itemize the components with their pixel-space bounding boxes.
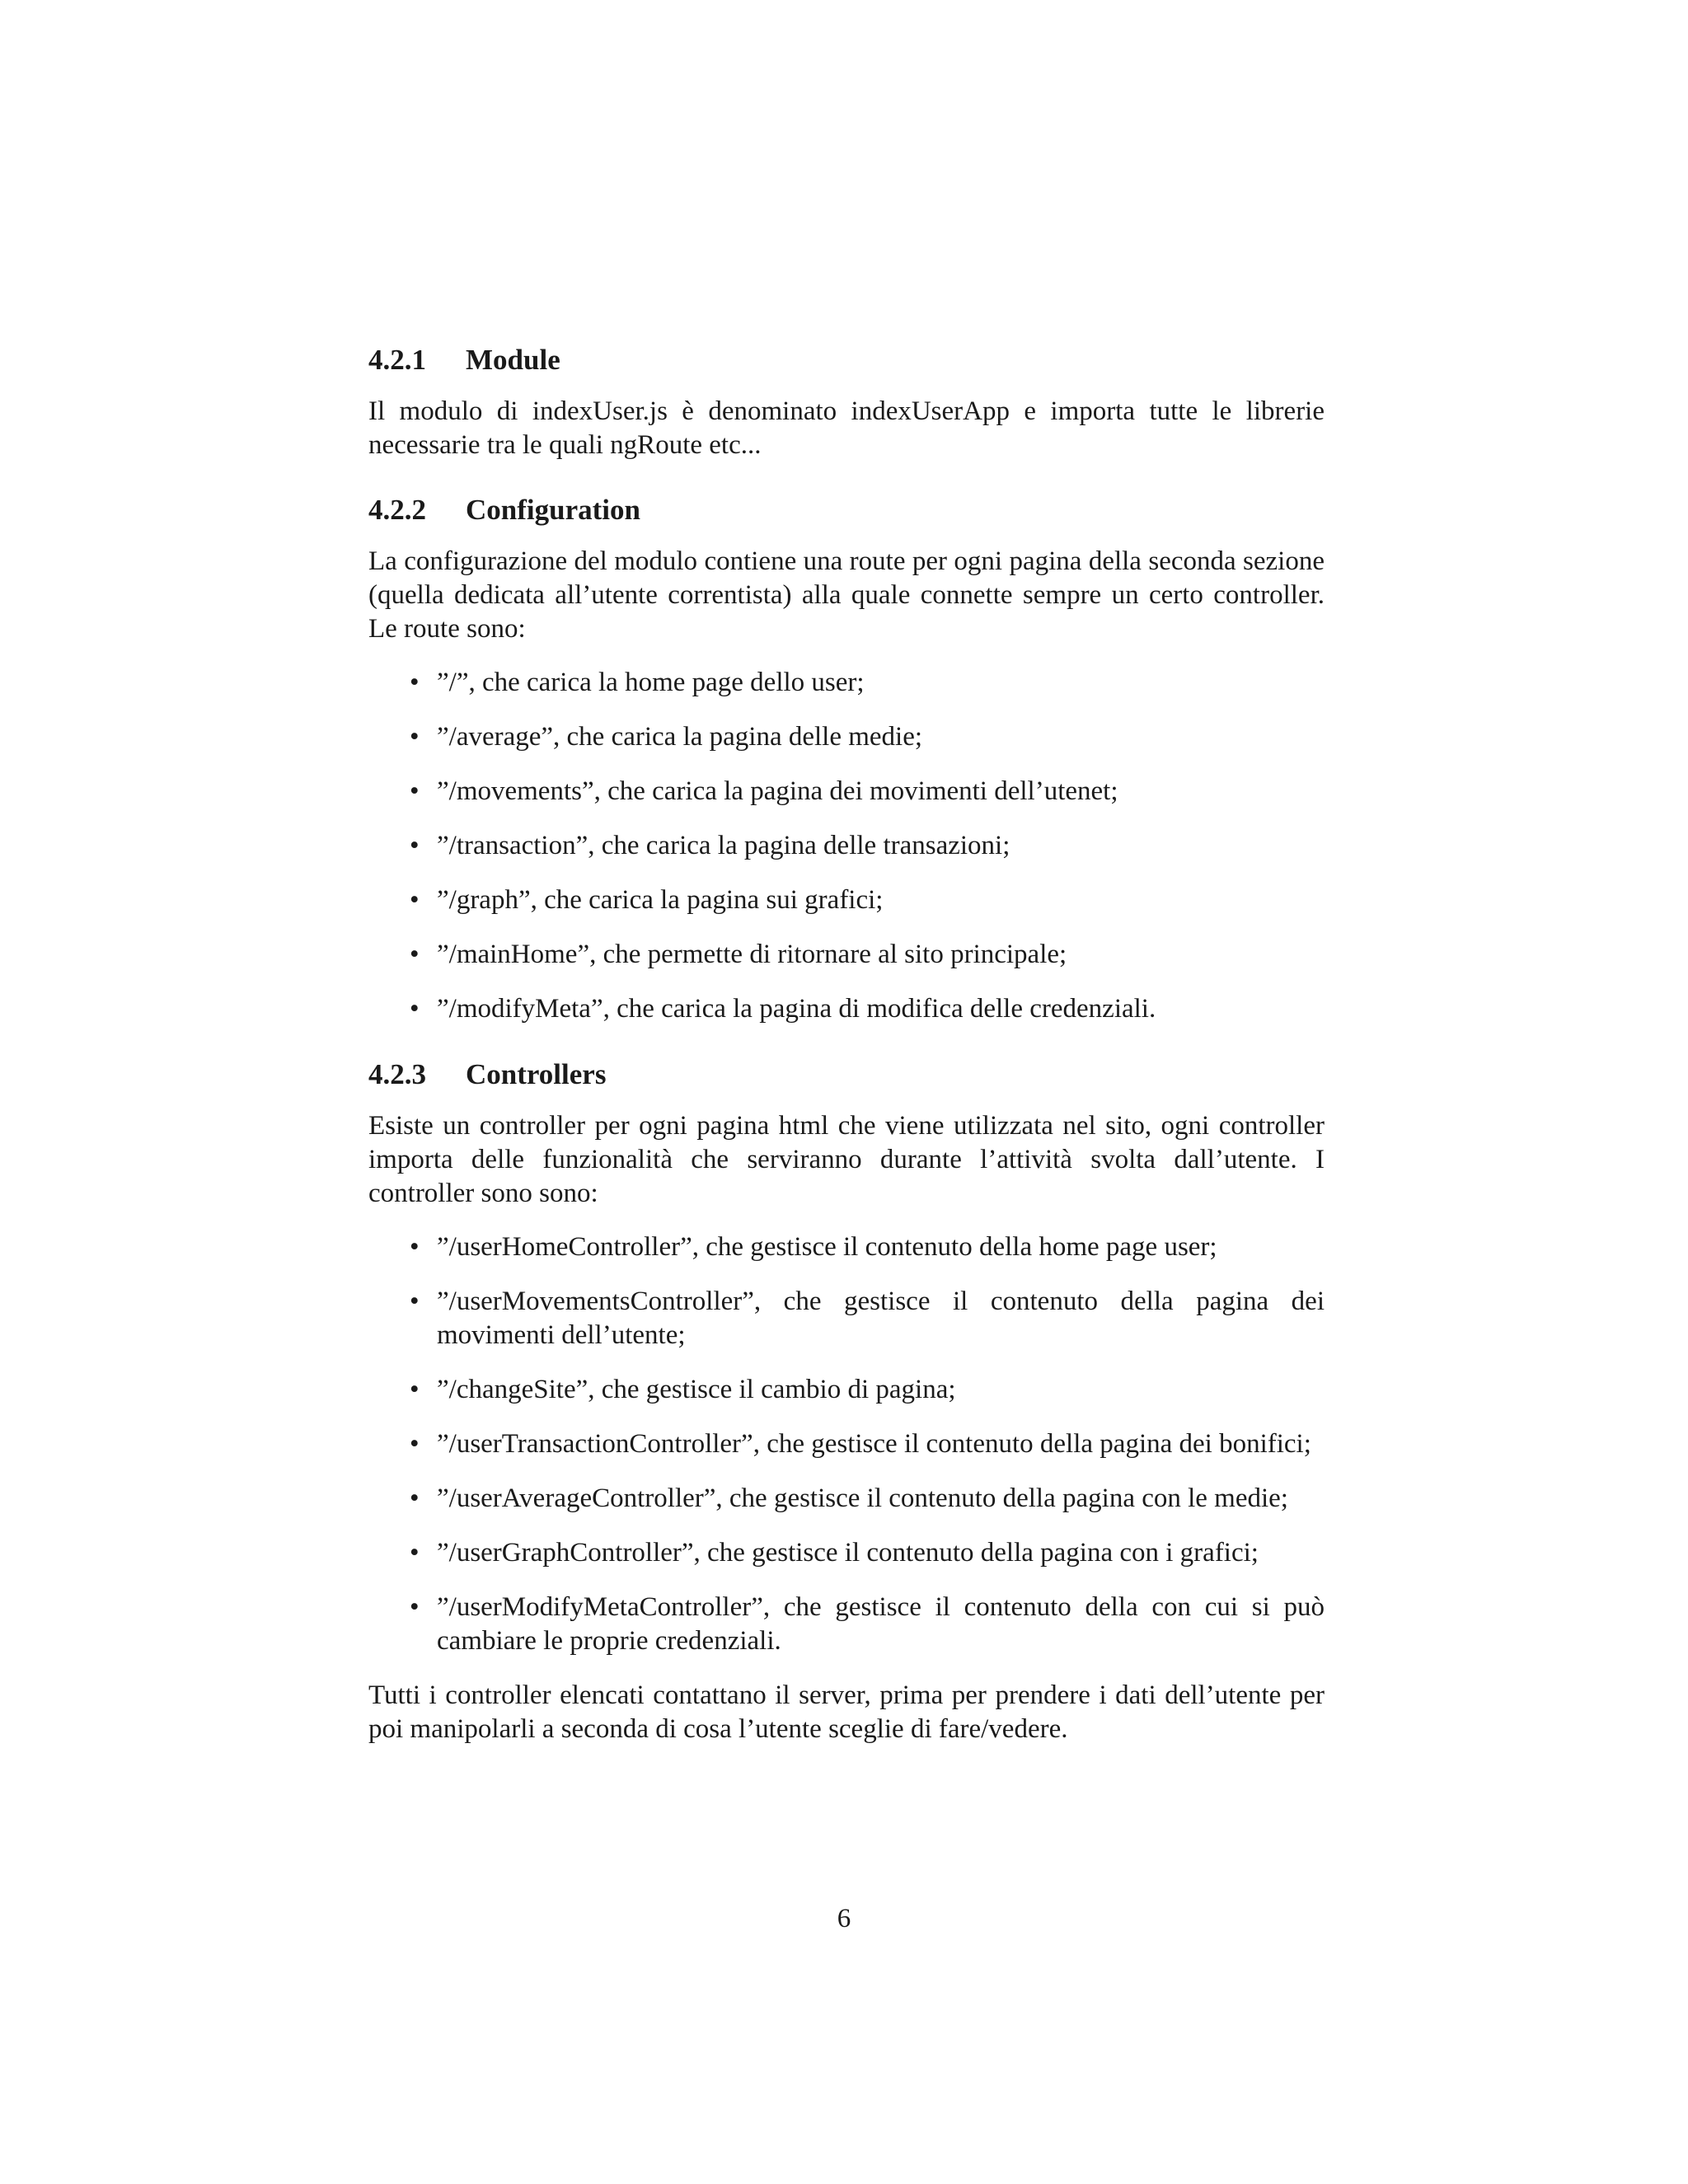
closing-paragraph: Tutti i controller elencati contattano il server, prima per prendere i dati dell’utente per poi manipolarli a seconda di cosa l’utente sceglie di fare/vedere.: [368, 1680, 1325, 1744]
bullet-icon: •: [410, 885, 420, 915]
list-item-text: ”/modifyMeta”, che carica la pagina di modifica delle credenziali.: [437, 994, 1156, 1024]
list-item-text: ”/graph”, che carica la pagina sui grafici;: [437, 885, 884, 915]
bullet-icon: •: [410, 831, 420, 860]
section-spacer: [368, 1047, 1325, 1057]
list-item: [368, 666, 1325, 700]
controller-list: [368, 1230, 1325, 1658]
page-content: [368, 342, 1325, 1746]
list-item-text: ”/userTransactionController”, che gestisce il contenuto della pagina dei bonifici;: [437, 1429, 1311, 1459]
list-item-text: ”/”, che carica la home page dello user;: [437, 668, 865, 697]
list-item-text: ”/transaction”, che carica la pagina delle transazioni;: [437, 831, 1010, 860]
section-spacer: [368, 462, 1325, 492]
bullet-icon: •: [410, 940, 420, 969]
bullet-icon: •: [410, 1232, 420, 1262]
section-paragraph: La configurazione del modulo contiene una route per ogni pagina della seconda sezione (quella dedicata all’utente correntista) alla quale connette sempre un certo controller. Le route sono:: [368, 546, 1325, 644]
list-item: [368, 992, 1325, 1026]
bullet-icon: •: [410, 994, 420, 1024]
section-heading: [368, 1057, 1325, 1093]
section-title: Module: [466, 344, 560, 376]
bullet-icon: •: [410, 668, 420, 697]
bullet-icon: •: [410, 1483, 420, 1513]
bullet-icon: •: [410, 776, 420, 806]
section-controllers: [368, 1057, 1325, 1658]
list-item-text: ”/userGraphController”, che gestisce il contenuto della pagina con i grafici;: [437, 1538, 1259, 1568]
section-paragraph: Il modulo di indexUser.js è denominato indexUserApp e importa tutte le librerie necessarie tra le quali ngRoute etc...: [368, 396, 1325, 460]
section-title: Controllers: [466, 1058, 607, 1090]
section-title: Configuration: [466, 494, 640, 526]
route-list: [368, 666, 1325, 1026]
section-configuration: [368, 492, 1325, 1026]
section-number: 4.2.1: [368, 344, 426, 376]
bullet-icon: •: [410, 722, 420, 752]
section-number: 4.2.3: [368, 1058, 426, 1090]
section-module: [368, 342, 1325, 462]
bullet-icon: •: [410, 1375, 420, 1404]
list-item-text: ”/average”, che carica la pagina delle medie;: [437, 722, 923, 752]
list-item: [368, 1230, 1325, 1264]
list-item: [368, 938, 1325, 972]
list-item: [368, 829, 1325, 863]
list-item: [368, 1536, 1325, 1570]
list-item: [368, 1591, 1325, 1658]
section-heading: [368, 492, 1325, 528]
list-item-text: ”/userMovementsController”, che gestisce il contenuto della pagina dei movimenti dell’utente;: [437, 1286, 1325, 1350]
list-item: [368, 720, 1325, 754]
section-paragraph: Esiste un controller per ogni pagina html che viene utilizzata nel sito, ogni controller importa delle funzionalità che serviranno durante l’attività svolta dall’utente. I controller sono sono:: [368, 1111, 1325, 1208]
list-item: [368, 883, 1325, 917]
list-item-text: ”/movements”, che carica la pagina dei movimenti dell’utenet;: [437, 776, 1118, 806]
bullet-icon: •: [410, 1286, 420, 1316]
list-item: [368, 775, 1325, 808]
section-number: 4.2.2: [368, 494, 426, 526]
list-item: [368, 1285, 1325, 1352]
section-heading: [368, 342, 1325, 378]
list-item-text: ”/userAverageController”, che gestisce il contenuto della pagina con le medie;: [437, 1483, 1288, 1513]
bullet-icon: •: [410, 1429, 420, 1459]
page-number: 6: [837, 1904, 851, 1933]
bullet-icon: •: [410, 1592, 420, 1622]
list-item-text: ”/changeSite”, che gestisce il cambio di pagina;: [437, 1375, 956, 1404]
list-item: [368, 1482, 1325, 1516]
list-item-text: ”/mainHome”, che permette di ritornare al sito principale;: [437, 940, 1067, 969]
bullet-icon: •: [410, 1538, 420, 1568]
list-item: [368, 1427, 1325, 1461]
list-item: [368, 1373, 1325, 1407]
list-item-text: ”/userHomeController”, che gestisce il contenuto della home page user;: [437, 1232, 1217, 1262]
list-item-text: ”/userModifyMetaController”, che gestisce il contenuto della con cui si può cambiare le proprie credenziali.: [437, 1592, 1325, 1656]
